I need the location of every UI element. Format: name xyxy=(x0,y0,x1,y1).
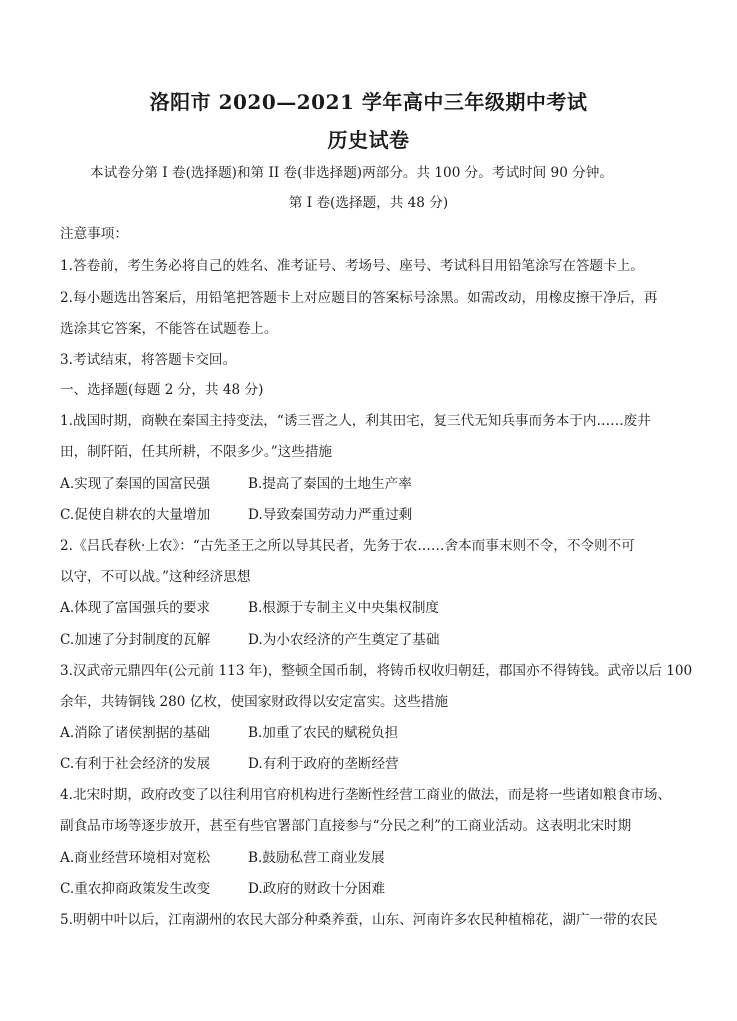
answer-option: D.有利于政府的垄断经营 xyxy=(248,756,399,772)
question-text: 田，制阡陌，任其所耕，不限多少。”这些措施 xyxy=(60,444,333,460)
exam-intro: 本试卷分第 I 卷(选择题)和第 II 卷(非选择题)两部分。共 100 分。考试时间 90 分钟。 xyxy=(90,165,613,181)
note-item: 2.每小题选出答案后，用铅笔把答题卡上对应题目的答案标号涂黑。如需改动，用橡皮擦干净后，再 xyxy=(60,290,658,306)
answer-option: B.提高了秦国的土地生产率 xyxy=(248,476,412,492)
question-text: 余年，共铸铜钱 280 亿枚，使国家财政得以安定富实。这些措施 xyxy=(60,694,449,710)
section-title: 第 I 卷(选择题，共 48 分) xyxy=(288,195,449,211)
note-item: 1.答卷前，考生务必将自己的姓名、准考证号、考场号、座号、考试科目用铅笔涂写在答题卡上。 xyxy=(60,258,644,274)
note-item: 3.考试结束，将答题卡交回。 xyxy=(60,352,237,368)
answer-option: B.加重了农民的赋税负担 xyxy=(248,725,399,741)
question-text: 3.汉武帝元鼎四年(公元前 113 年)，整顿全国币制，将铸币权收归朝廷，郡国亦不得铸钱。武帝以后 100 xyxy=(60,663,693,679)
notes-heading: 注意事项： xyxy=(60,226,128,242)
answer-option: A.消除了诸侯割据的基础 xyxy=(60,725,211,741)
note-item: 选涂其它答案，不能答在试题卷上。 xyxy=(60,321,278,337)
question-text: 副食品市场等逐步放开，甚至有些官署部门直接参与“分民之利”的工商业活动。这表明北宋时期 xyxy=(60,818,632,834)
answer-option: B.根源于专制主义中央集权制度 xyxy=(248,600,440,616)
exam-subtitle: 历史试卷 xyxy=(327,128,410,152)
question-text: 以守，不可以战。”这种经济思想 xyxy=(60,569,251,585)
answer-option: B.鼓励私营工商业发展 xyxy=(248,850,385,866)
answer-option: A.商业经营环境相对宽松 xyxy=(60,850,211,866)
question-text: 1.战国时期，商鞅在秦国主持变法，“诱三晋之人，利其田宅，复三代无知兵事而务本于内……废井 xyxy=(60,413,651,429)
answer-option: D.导致秦国劳动力严重过剩 xyxy=(248,507,413,523)
answer-option: C.加速了分封制度的瓦解 xyxy=(60,632,211,648)
answer-option: A.实现了秦国的国富民强 xyxy=(60,476,211,492)
answer-option: C.重农抑商政策发生改变 xyxy=(60,881,211,897)
question-text: 2.《吕氏春秋·上农》：“古先圣王之所以导其民者，先务于农……舍本而事末则不令，不令则不可 xyxy=(60,538,635,554)
answer-option: D.为小农经济的产生奠定了基础 xyxy=(248,632,440,648)
answer-option: C.促使自耕农的大量增加 xyxy=(60,507,211,523)
question-text: 5.明朝中叶以后，江南湖州的农民大部分种桑养蚕，山东、河南许多农民种植棉花，湖广一带的农民 xyxy=(60,912,658,928)
part-heading: 一、选择题(每题 2 分，共 48 分) xyxy=(60,382,264,398)
answer-option: D.政府的财政十分困难 xyxy=(248,881,386,897)
exam-title: 洛阳市 2020—2021 学年高中三年级期中考试 xyxy=(149,90,588,114)
question-text: 4.北宋时期，政府改变了以往利用官府机构进行垄断性经营工商业的做法，而是将一些诸如粮食市场、 xyxy=(60,787,672,803)
answer-option: A.体现了富国强兵的要求 xyxy=(60,600,211,616)
answer-option: C.有利于社会经济的发展 xyxy=(60,756,211,772)
